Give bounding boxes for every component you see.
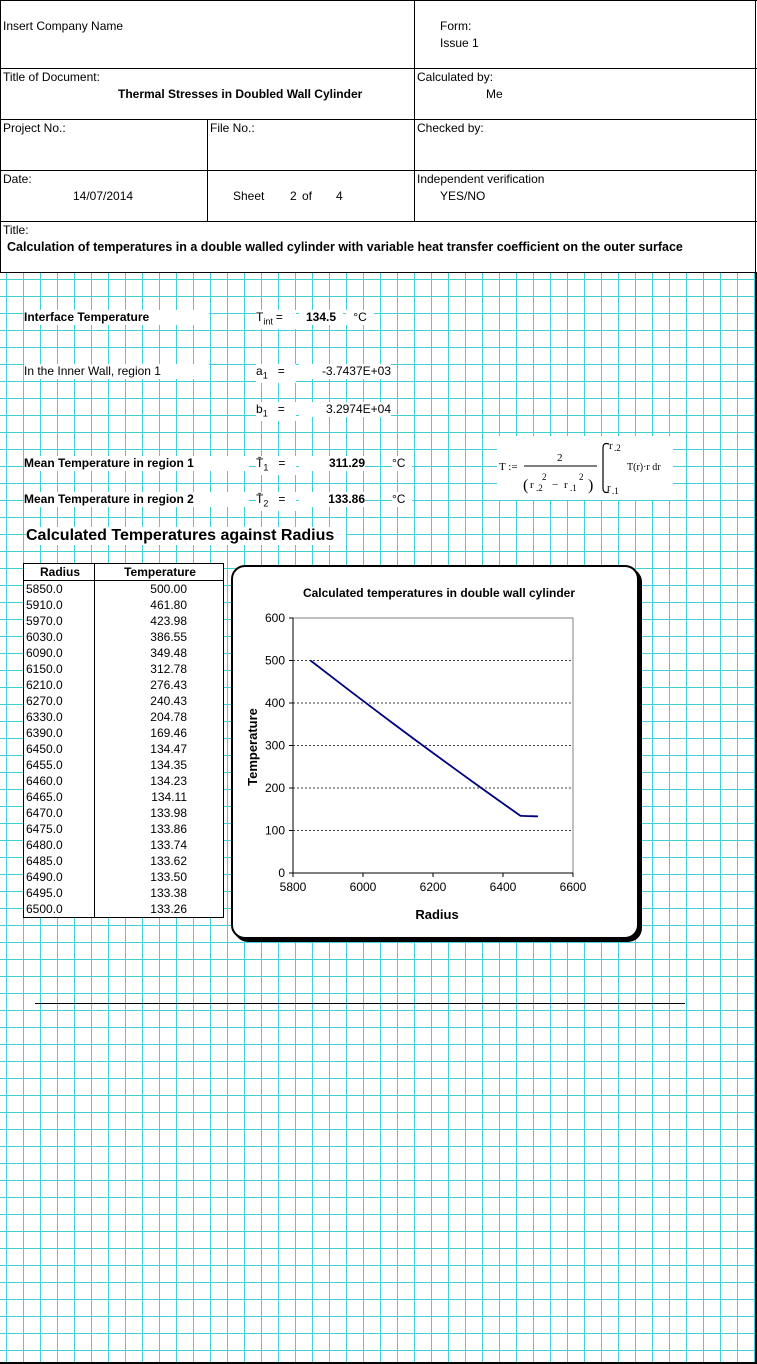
radius-cell: 6270.0: [24, 693, 95, 709]
temperature-table: [23, 563, 224, 918]
temperature-cell: 133.74: [95, 837, 224, 853]
checked-by-label: Checked by:: [417, 121, 484, 135]
temperature-cell: 500.00: [95, 581, 224, 598]
calculated-by-label: Calculated by:: [417, 70, 494, 84]
table-row: [24, 837, 224, 853]
table-row: [24, 789, 224, 805]
doc-title: Thermal Stresses in Doubled Wall Cylinder: [118, 87, 363, 101]
table-row: [24, 661, 224, 677]
form-label: Form:: [440, 19, 472, 33]
company-name: Insert Company Name: [3, 19, 124, 33]
radius-cell: 6330.0: [24, 709, 95, 725]
table-row: [24, 581, 224, 598]
tint-value: 134.5: [299, 310, 343, 325]
temperature-cell: 133.26: [95, 901, 224, 918]
mean1-unit: °C: [392, 456, 412, 471]
b1-value: 3.2974E+04: [299, 402, 391, 417]
table-row: [24, 821, 224, 837]
radius-cell: 5970.0: [24, 613, 95, 629]
temperature-cell: 134.11: [95, 789, 224, 805]
temperature-cell: 133.62: [95, 853, 224, 869]
temperature-cell: 134.23: [95, 773, 224, 789]
y-tick-label: 0: [278, 866, 285, 880]
table-row: [24, 741, 224, 757]
temperature-cell: 461.80: [95, 597, 224, 613]
radius-cell: 6450.0: [24, 741, 95, 757]
radius-cell: 6475.0: [24, 821, 95, 837]
table-row: [24, 613, 224, 629]
svg-text:r: r: [530, 479, 534, 491]
y-tick-label: 300: [264, 738, 285, 753]
table-row: [24, 773, 224, 789]
table-row: [24, 709, 224, 725]
y-tick-label: 100: [264, 823, 285, 838]
temperature-cell: 133.38: [95, 885, 224, 901]
radius-cell: 5850.0: [24, 581, 95, 598]
y-tick-label: 600: [264, 611, 285, 625]
svg-text:r: r: [609, 440, 613, 452]
title-label: Title:: [3, 223, 29, 237]
radius-cell: 6090.0: [24, 645, 95, 661]
svg-text:−: −: [552, 479, 559, 491]
y-tick-label: 200: [264, 781, 285, 795]
date-value: 14/07/2014: [73, 189, 134, 203]
table-row: [24, 805, 224, 821]
x-tick-label: 6600: [559, 880, 587, 894]
b1-symbol: $b_1$ =: [256, 402, 296, 421]
temperature-cell: 134.35: [95, 757, 224, 773]
temperature-cell: 312.78: [95, 661, 224, 677]
radius-cell: 6500.0: [24, 901, 95, 918]
radius-cell: 6495.0: [24, 885, 95, 901]
sheet-total: 4: [336, 189, 343, 203]
interface-temperature-label: Interface Temperature: [24, 310, 209, 325]
temperature-cell: 134.47: [95, 741, 224, 757]
file-no-label: File No.:: [210, 121, 255, 135]
y-axis-label: Temperature: [245, 708, 260, 786]
y-tick-label: 400: [264, 696, 285, 710]
formula-lhs: T :=: [499, 461, 518, 473]
mean1-symbol: $T̄_1$ =: [256, 456, 296, 475]
table-row: [24, 629, 224, 645]
chart-title: Calculated temperatures in double wall cylinder: [302, 586, 576, 600]
chart-svg: [233, 567, 637, 937]
independent-verification-label: Independent verification: [417, 172, 545, 186]
temperature-cell: 133.50: [95, 869, 224, 885]
temperature-cell: 169.46: [95, 725, 224, 741]
x-tick-label: 6400: [489, 880, 517, 894]
temperature-cell: 133.98: [95, 805, 224, 821]
x-tick-label: 5800: [279, 880, 307, 894]
temperature-cell: 386.55: [95, 629, 224, 645]
table-row: [24, 901, 224, 918]
radius-cell: 6460.0: [24, 773, 95, 789]
mean-temp-region1-label: Mean Temperature in region 1: [24, 456, 249, 471]
svg-text:T(r)·r dr: T(r)·r dr: [627, 462, 661, 473]
sheet-number: 2: [290, 189, 297, 203]
mean1-value: 311.29: [299, 456, 365, 471]
table-row: [24, 645, 224, 661]
mean-temperature-formula: [497, 436, 673, 500]
issue-label: Issue 1: [440, 36, 479, 50]
temperature-cell: 204.78: [95, 709, 224, 725]
formula-numerator: 2: [557, 452, 563, 464]
document-header: [0, 0, 757, 273]
radius-cell: 6150.0: [24, 661, 95, 677]
temperature-cell: 276.43: [95, 677, 224, 693]
temperature-cell: 349.48: [95, 645, 224, 661]
temperature-cell: 423.98: [95, 613, 224, 629]
temperature-chart: [231, 565, 639, 939]
section-title: Calculated Temperatures against Radius: [26, 527, 346, 545]
a1-symbol: $a_1$ =: [256, 364, 296, 383]
project-no-label: Project No.:: [3, 121, 66, 135]
calc-title: Calculation of temperatures in a double walled cylinder with variable heat transfer coefficient on the outer surface: [7, 240, 683, 254]
svg-text:): ): [588, 477, 594, 494]
table-row: [24, 693, 224, 709]
svg-text:.2: .2: [536, 483, 543, 493]
radius-cell: 6480.0: [24, 837, 95, 853]
mean2-symbol: $T̄_2$ =: [256, 492, 296, 511]
mean-temp-region2-label: Mean Temperature in region 2: [24, 492, 249, 507]
radius-cell: 6455.0: [24, 757, 95, 773]
bottom-rule: [35, 1003, 685, 1004]
svg-text:2: 2: [579, 472, 584, 482]
svg-text:r: r: [607, 482, 611, 494]
inner-wall-label: In the Inner Wall, region 1: [24, 364, 209, 379]
table-row: [24, 885, 224, 901]
table-row: [24, 597, 224, 613]
radius-cell: 6485.0: [24, 853, 95, 869]
temperature-cell: 133.86: [95, 821, 224, 837]
a1-value: -3.7437E+03: [299, 364, 391, 379]
x-tick-label: 6000: [349, 880, 377, 894]
radius-cell: 6470.0: [24, 805, 95, 821]
svg-text:2: 2: [542, 472, 547, 482]
svg-text:.1: .1: [612, 486, 619, 496]
radius-cell: 6465.0: [24, 789, 95, 805]
radius-cell: 6030.0: [24, 629, 95, 645]
table-row: [24, 725, 224, 741]
svg-text:.1: .1: [570, 483, 577, 493]
calculated-by-value: Me: [486, 87, 503, 101]
independent-verification-value: YES/NO: [440, 189, 486, 203]
x-tick-label: 6200: [419, 880, 447, 894]
sheet-of: of: [302, 189, 313, 203]
sheet-label: Sheet: [233, 189, 265, 203]
radius-cell: 6390.0: [24, 725, 95, 741]
y-tick-label: 500: [264, 653, 285, 668]
table-header-radius: Radius: [24, 564, 95, 581]
table-row: [24, 677, 224, 693]
table-row: [24, 757, 224, 773]
svg-text:r: r: [564, 479, 568, 491]
tint-unit: °C: [346, 310, 374, 325]
doc-title-label: Title of Document:: [3, 70, 100, 84]
svg-text:(: (: [523, 477, 529, 494]
svg-text:.2: .2: [614, 443, 621, 453]
table-row: [24, 853, 224, 869]
radius-cell: 6210.0: [24, 677, 95, 693]
table-header-temperature: Temperature: [95, 564, 224, 581]
x-axis-label: Radius: [415, 907, 459, 922]
tint-symbol: $T_{int}$ =: [256, 310, 296, 329]
mean2-value: 133.86: [299, 492, 365, 507]
radius-cell: 6490.0: [24, 869, 95, 885]
table-row: [24, 869, 224, 885]
radius-cell: 5910.0: [24, 597, 95, 613]
mean2-unit: °C: [392, 492, 412, 507]
date-label: Date:: [3, 172, 32, 186]
temperature-cell: 240.43: [95, 693, 224, 709]
